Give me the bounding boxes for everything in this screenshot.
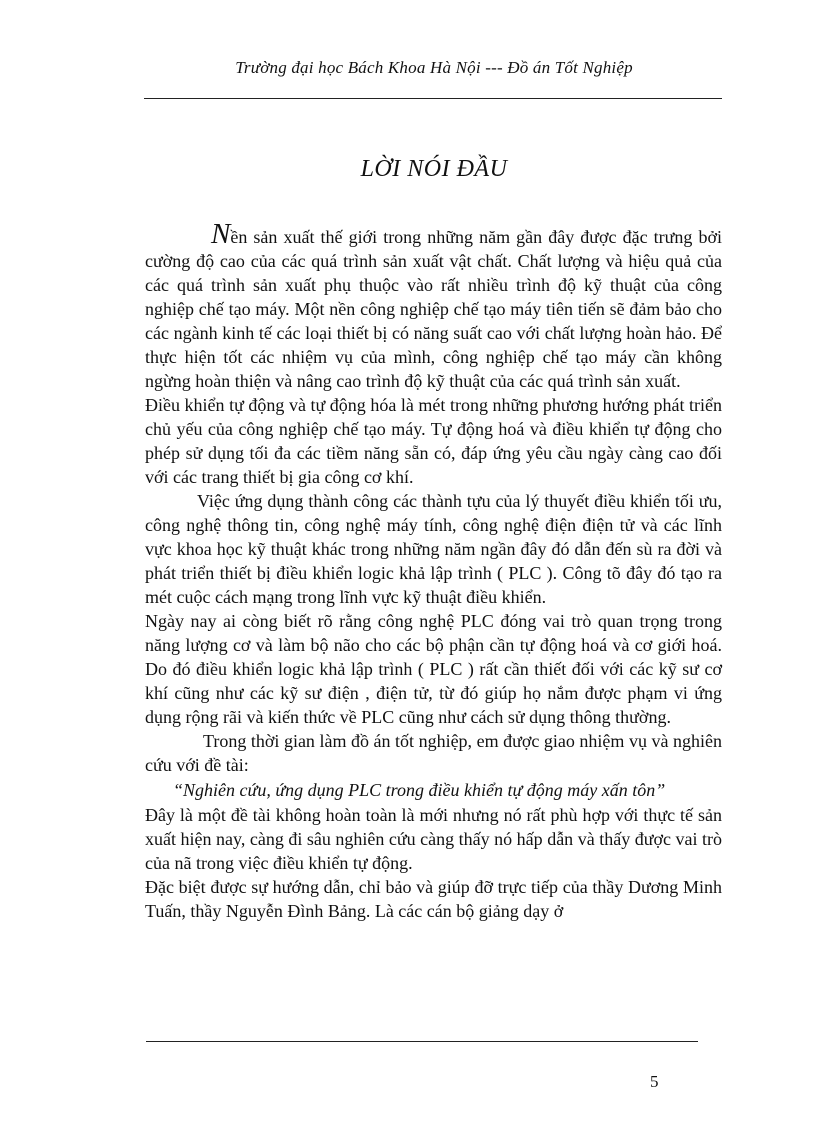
footer-divider — [146, 1041, 698, 1042]
paragraph-2: Điều khiển tự động và tự động hóa là mét trong những phương hướng phát triển chủ yếu của công nghiệp chế tạo máy. Tự động hoá và điều khiển tự động cho phép sử dụng tối đa các tiềm năng sẵn có, đáp ứng yêu cầu ngày càng cao đối với các trang thiết bị gia công cơ khí. — [145, 395, 722, 487]
document-body — [145, 218, 722, 923]
thesis-topic-quote: “Nghiên cứu, ứng dụng PLC trong điều khiển tự động máy xấn tôn” — [173, 780, 666, 800]
paragraph-1 — [145, 218, 722, 393]
drop-cap-letter: N — [211, 218, 231, 250]
paragraph-1-text: ền sản xuất thế giới trong những năm gần đây được đặc trưng bởi cường độ cao của các quá trình sản xuất vật chất. Chất lượng và hiệu quả của các quá trình sản xuất phụ thuộc vào rất nhiều trình độ kỹ thuật của công nghiệp chế tạo máy. Một nền công nghiệp chế tạo máy tiên tiến sẽ đảm bảo cho các ngành kinh tế các loại thiết bị có năng suất cao với chất lượng hoàn hảo. Để thực hiện tốt các nhiệm vụ của mình, công nghiệp chế tạo máy cần không ngừng hoàn thiện và nâng cao trình độ kỹ thuật của các quá trình sản xuất. — [145, 227, 722, 391]
paragraph-6: Đây là một đề tài không hoàn toàn là mới nhưng nó rất phù hợp với thực tế sản xuất hiện nay, càng đi sâu nghiên cứu càng thấy nó hấp dẫn và thấy được vai trò của nã trong việc điều khiển tự động. — [145, 805, 722, 873]
header-divider — [144, 98, 722, 99]
page-number: 5 — [650, 1072, 659, 1091]
paragraph-7: Đặc biệt được sự hướng dẫn, chỉ bảo và giúp đỡ trực tiếp của thầy Dương Minh Tuấn, thầy Nguyễn Đình Bảng. Là các cán bộ giảng dạy ở — [145, 877, 722, 921]
page-header: Trường đại học Bách Khoa Hà Nội --- Đồ án Tốt Nghiệp — [235, 58, 633, 77]
page-title: LỜI NÓI ĐẦU — [360, 156, 508, 182]
paragraph-4: Ngày nay ai còng biết rõ rằng công nghệ PLC đóng vai trò quan trọng trong năng lượng cơ và làm bộ não cho các bộ phận cần tự động hoá và cơ giới hoá. Do đó điều khiển logic khả lập trình ( PLC ) rất cần thiết đối với các kỹ sư cơ khí cũng như các kỹ sư điện , điện tử, từ đó giúp họ nắm được phạm vi ứng dụng rộng rãi và kiến thức về PLC cũng như cách sử dụng thông thường. — [145, 611, 722, 727]
paragraph-5: Trong thời gian làm đồ án tốt nghiệp, em được giao nhiệm vụ và nghiên cứu với đề tài: — [145, 731, 722, 775]
paragraph-3: Việc ứng dụng thành công các thành tựu của lý thuyết điều khiển tối ưu, công nghệ thông tin, công nghệ máy tính, công nghệ điện điện tử và các lĩnh vực khoa học kỹ thuật khác trong những năm ngần đây đó dẫn đến sù ra đời và phát triển thiết bị điều khiển logic khả lập trình ( PLC ). Công tõ đây đó tạo ra mét cuộc cách mạng trong lĩnh vực kỹ thuật điều khiển. — [145, 491, 722, 607]
